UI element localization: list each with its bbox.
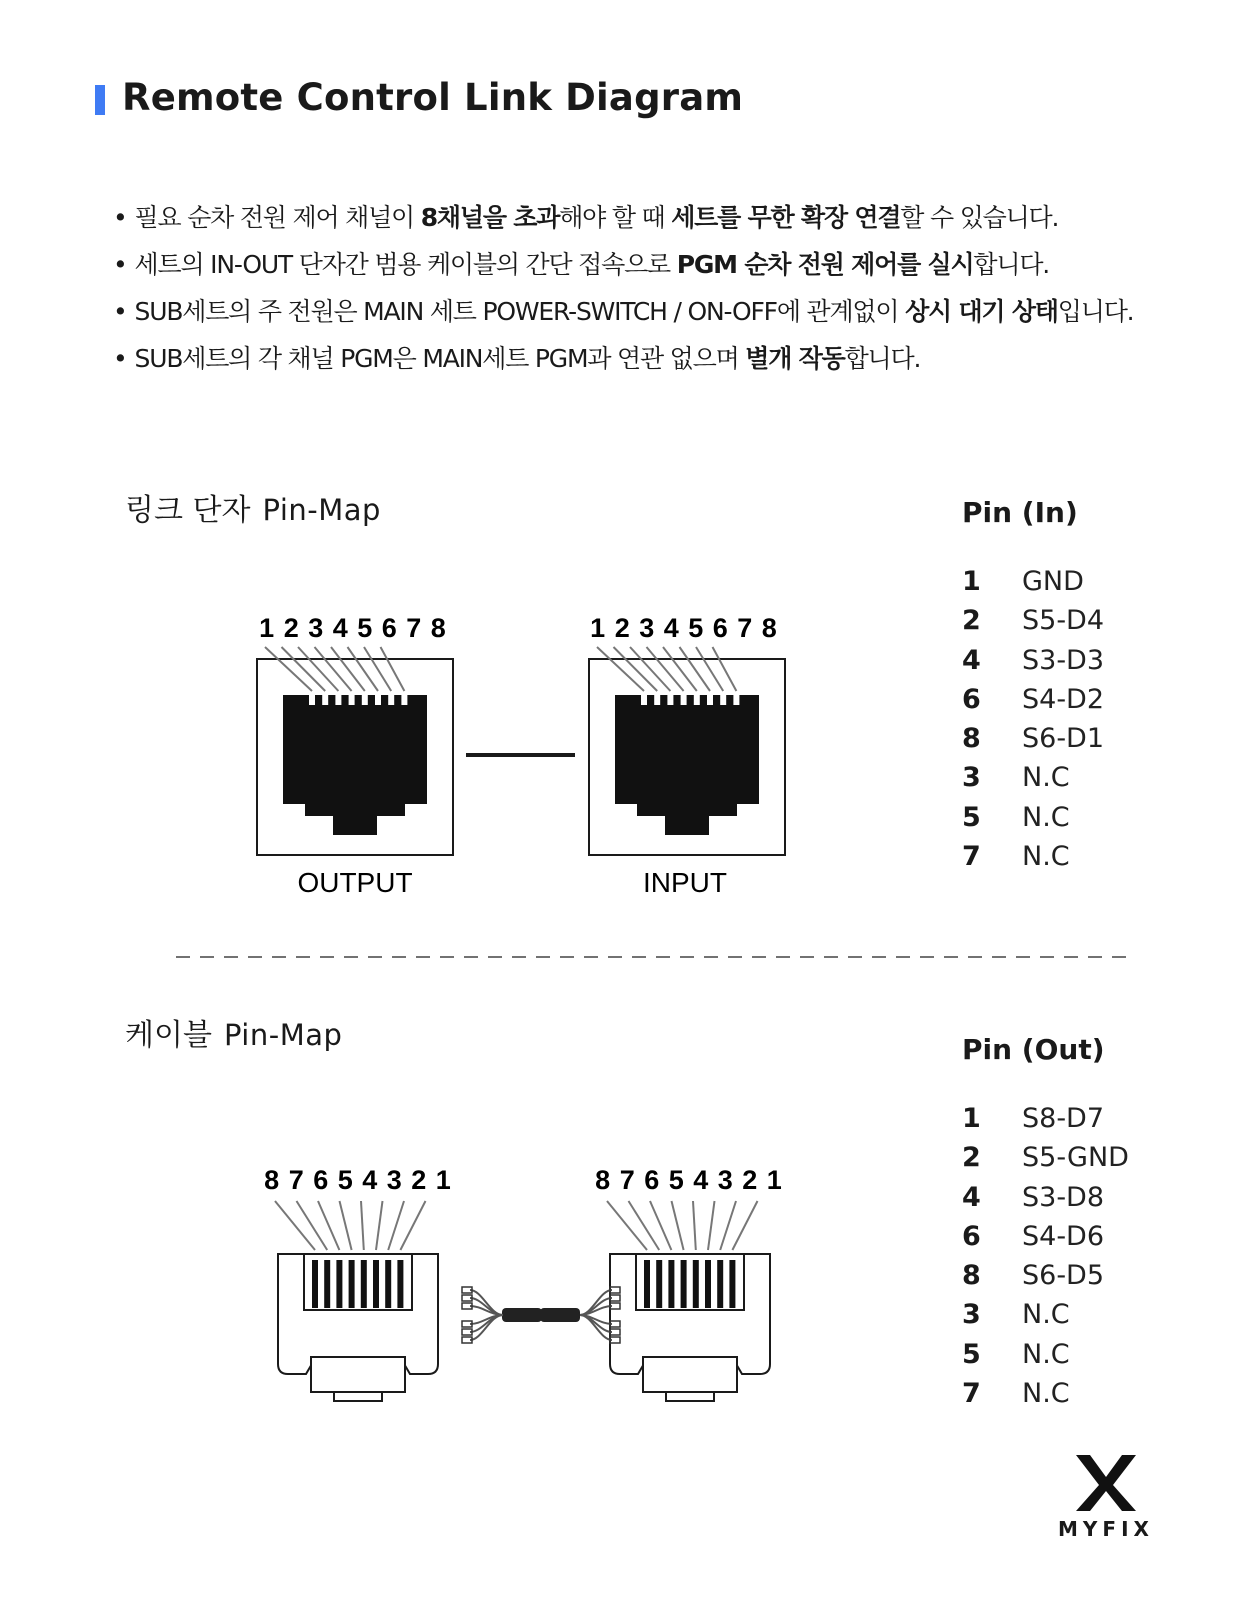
- pin-signal: N.C: [1022, 801, 1070, 833]
- pin-number: 1: [962, 566, 981, 597]
- output-label: OUTPUT: [297, 867, 413, 898]
- plug-pin-lead: [708, 1201, 715, 1250]
- pin-number: 3: [962, 762, 981, 794]
- myfix-logo: [1056, 1455, 1156, 1541]
- pin-signal: S6-D1: [1022, 723, 1105, 755]
- jack-pin-lead: [696, 647, 723, 691]
- output-jack-numbers: 1 2 3 4 5 6 7 8: [259, 613, 447, 643]
- plug-contact: [705, 1260, 711, 1308]
- pin-signal: S4-D6: [1022, 1220, 1105, 1252]
- pin-signal: S5-GND: [1022, 1142, 1129, 1174]
- jack-body: [615, 695, 759, 835]
- pin-number: 4: [962, 1181, 981, 1213]
- bullet-text: IN-OUT 단자간 범용 케이블의 간단 접속으로: [210, 250, 677, 279]
- plug-pin-lead: [376, 1201, 383, 1250]
- pin-signal: S8-D7: [1022, 1103, 1105, 1134]
- jack-contact: [733, 695, 739, 705]
- input-label: INPUT: [643, 867, 727, 898]
- jack-pin-lead: [331, 647, 365, 691]
- jack-contact: [335, 695, 341, 705]
- x-logo-icon: [1074, 1455, 1138, 1511]
- jack-pin-lead: [348, 647, 379, 691]
- pin-signal: GND: [1022, 566, 1084, 597]
- cable-wires-icon: [462, 1287, 620, 1343]
- plug-contact: [349, 1260, 355, 1308]
- pin-number: 5: [962, 1338, 981, 1370]
- pin-row: [962, 798, 1104, 837]
- plug-pin-lead: [720, 1201, 736, 1250]
- input-jack: [589, 647, 785, 855]
- pin-number: 4: [962, 644, 981, 676]
- cable-connector-left: [502, 1308, 542, 1322]
- bullet-text: SUB세트의 각 채널 PGM은 MAIN세트 PGM과 연관 없으며: [134, 344, 746, 373]
- plug-contact-area: [304, 1254, 412, 1310]
- plug-contact: [336, 1260, 342, 1308]
- cable-connector-right: [540, 1308, 580, 1322]
- bullet-text: 합니다.: [844, 344, 921, 373]
- plug-pin-lead: [340, 1201, 352, 1250]
- pin-row: [962, 680, 1104, 719]
- pin-signal: N.C: [1022, 1378, 1070, 1410]
- logo-wordmark: MYFIX: [1058, 1517, 1154, 1541]
- plug-contact: [361, 1260, 367, 1308]
- pin-row: [962, 719, 1104, 758]
- jack-pin-lead: [713, 647, 737, 691]
- pin-row: [962, 837, 1104, 876]
- plug-contact: [693, 1260, 699, 1308]
- pin-row: [962, 758, 1104, 797]
- pin-signal: N.C: [1022, 762, 1070, 794]
- pin-row: [962, 1256, 1129, 1295]
- plug-latch-tab: [334, 1392, 382, 1401]
- pin-number: 2: [962, 605, 981, 637]
- jack-contact: [349, 695, 355, 705]
- plug-latch: [311, 1357, 405, 1392]
- plug-contact: [324, 1260, 330, 1308]
- jack-pin-lead: [381, 647, 405, 691]
- pin-signal: S5-D4: [1022, 605, 1105, 637]
- bullet-bold-text: 별개 작동: [745, 344, 845, 373]
- bullet-text: 필요 순차 전원 제어 채널이: [134, 203, 421, 232]
- pin-row: [962, 1335, 1129, 1374]
- bullet-text: 합니다.: [973, 250, 1050, 279]
- pin-number: 8: [962, 723, 981, 755]
- plug-pin-lead: [693, 1201, 696, 1250]
- pin-row: [962, 1138, 1129, 1177]
- jack-contact: [401, 695, 407, 705]
- right-cable-plug: [607, 1201, 770, 1401]
- cable-section-title-en: Pin-Map: [223, 1018, 343, 1052]
- bullet-text: SUB세트의 주 전원은 MAIN 세트 POWER-SWITCH / ON-OFF에: [134, 297, 807, 326]
- plug-contact: [373, 1260, 379, 1308]
- pin-row: [962, 1178, 1129, 1217]
- plug-pin-lead: [400, 1201, 425, 1250]
- pin-signal: N.C: [1022, 841, 1070, 873]
- pin-number: 5: [962, 801, 981, 833]
- jack-contact: [654, 695, 660, 705]
- bullet-text: 세트의: [134, 250, 211, 279]
- output-jack: [257, 647, 453, 855]
- jack-contact: [309, 695, 315, 705]
- plug-contact: [656, 1260, 662, 1308]
- plug-pin-lead: [361, 1201, 364, 1250]
- jack-contact: [362, 695, 368, 705]
- plug-contact: [385, 1260, 391, 1308]
- plug-pin-lead: [275, 1201, 315, 1250]
- plug-pin-lead: [650, 1201, 671, 1250]
- jack-contact: [681, 695, 687, 705]
- plug-contact: [717, 1260, 723, 1308]
- jack-body: [283, 695, 427, 835]
- right-plug-numbers: 8 7 6 5 4 3 2 1: [595, 1165, 783, 1195]
- left-plug-numbers: 8 7 6 5 4 3 2 1: [264, 1165, 452, 1195]
- jack-contact: [694, 695, 700, 705]
- pin-row: [962, 1374, 1129, 1413]
- input-jack-numbers: 1 2 3 4 5 6 7 8: [590, 613, 778, 643]
- pin-signal: N.C: [1022, 1338, 1070, 1370]
- bullet-bold-text: 8채널을 초과: [420, 203, 560, 232]
- link-section-title-en: Pin-Map: [262, 493, 381, 527]
- pin-number: 2: [962, 1142, 981, 1174]
- pin-signal: S4-D2: [1022, 683, 1105, 715]
- plug-pin-lead: [607, 1201, 647, 1250]
- bullet-text: 관계없이: [806, 297, 906, 326]
- pin-row: [962, 1217, 1129, 1256]
- plug-contact-area: [636, 1254, 744, 1310]
- pin-number: 3: [962, 1299, 981, 1331]
- page-title: Remote Control Link Diagram: [122, 76, 744, 119]
- bullet-text: 입니다.: [1057, 297, 1134, 326]
- pin-in-table: [962, 562, 1104, 876]
- plug-latch-tab: [666, 1392, 714, 1401]
- jack-contact: [707, 695, 713, 705]
- bullet-bold-text: 상시 대기 상태: [905, 297, 1058, 326]
- jack-contact: [388, 695, 394, 705]
- plug-contact: [312, 1260, 318, 1308]
- plug-contact: [729, 1260, 735, 1308]
- plug-contact: [681, 1260, 687, 1308]
- plug-pin-lead: [732, 1201, 757, 1250]
- jack-contact: [641, 695, 647, 705]
- bullet-text: 해야 할 때: [559, 203, 672, 232]
- pin-row: [962, 641, 1104, 680]
- plug-pin-lead: [318, 1201, 339, 1250]
- link-section-title-ko: 링크 단자: [125, 493, 251, 528]
- plug-contact: [397, 1260, 403, 1308]
- pin-number: 1: [962, 1103, 981, 1134]
- jack-contact: [720, 695, 726, 705]
- pin-signal: N.C: [1022, 1299, 1070, 1331]
- jack-pin-lead: [680, 647, 711, 691]
- pin-signal: S3-D3: [1022, 644, 1105, 676]
- cable-section-title-ko: 케이블: [125, 1018, 212, 1053]
- pin-number: 6: [962, 683, 981, 715]
- plug-pin-lead: [297, 1201, 328, 1250]
- pin-signal: S6-D5: [1022, 1260, 1105, 1292]
- jack-contact: [667, 695, 673, 705]
- pin-out-table: [962, 1099, 1129, 1413]
- plug-pin-lead: [629, 1201, 660, 1250]
- plug-contact: [668, 1260, 674, 1308]
- bullet-bold-text: PGM 순차 전원 제어를 실시: [676, 250, 974, 279]
- pin-row: [962, 562, 1104, 601]
- left-cable-plug: [275, 1201, 438, 1401]
- pin-signal: S3-D8: [1022, 1181, 1105, 1213]
- plug-contact: [644, 1260, 650, 1308]
- pin-number: 7: [962, 1378, 981, 1410]
- pin-number: 8: [962, 1260, 981, 1292]
- pin-out-heading: Pin (Out): [962, 1033, 1105, 1066]
- plug-latch: [643, 1357, 737, 1392]
- jack-contact: [375, 695, 381, 705]
- jack-contact: [322, 695, 328, 705]
- pin-number: 6: [962, 1220, 981, 1252]
- bullet-text: 할 수 있습니다.: [900, 203, 1059, 232]
- jack-pin-lead: [364, 647, 391, 691]
- pin-row: [962, 1295, 1129, 1334]
- jack-pin-lead: [663, 647, 697, 691]
- plug-pin-lead: [672, 1201, 684, 1250]
- pin-number: 7: [962, 841, 981, 873]
- bullet-bold-text: 세트를 무한 확장 연결: [671, 203, 901, 232]
- pin-row: [962, 1099, 1129, 1138]
- pin-row: [962, 601, 1104, 640]
- pin-in-heading: Pin (In): [962, 496, 1078, 529]
- plug-pin-lead: [388, 1201, 404, 1250]
